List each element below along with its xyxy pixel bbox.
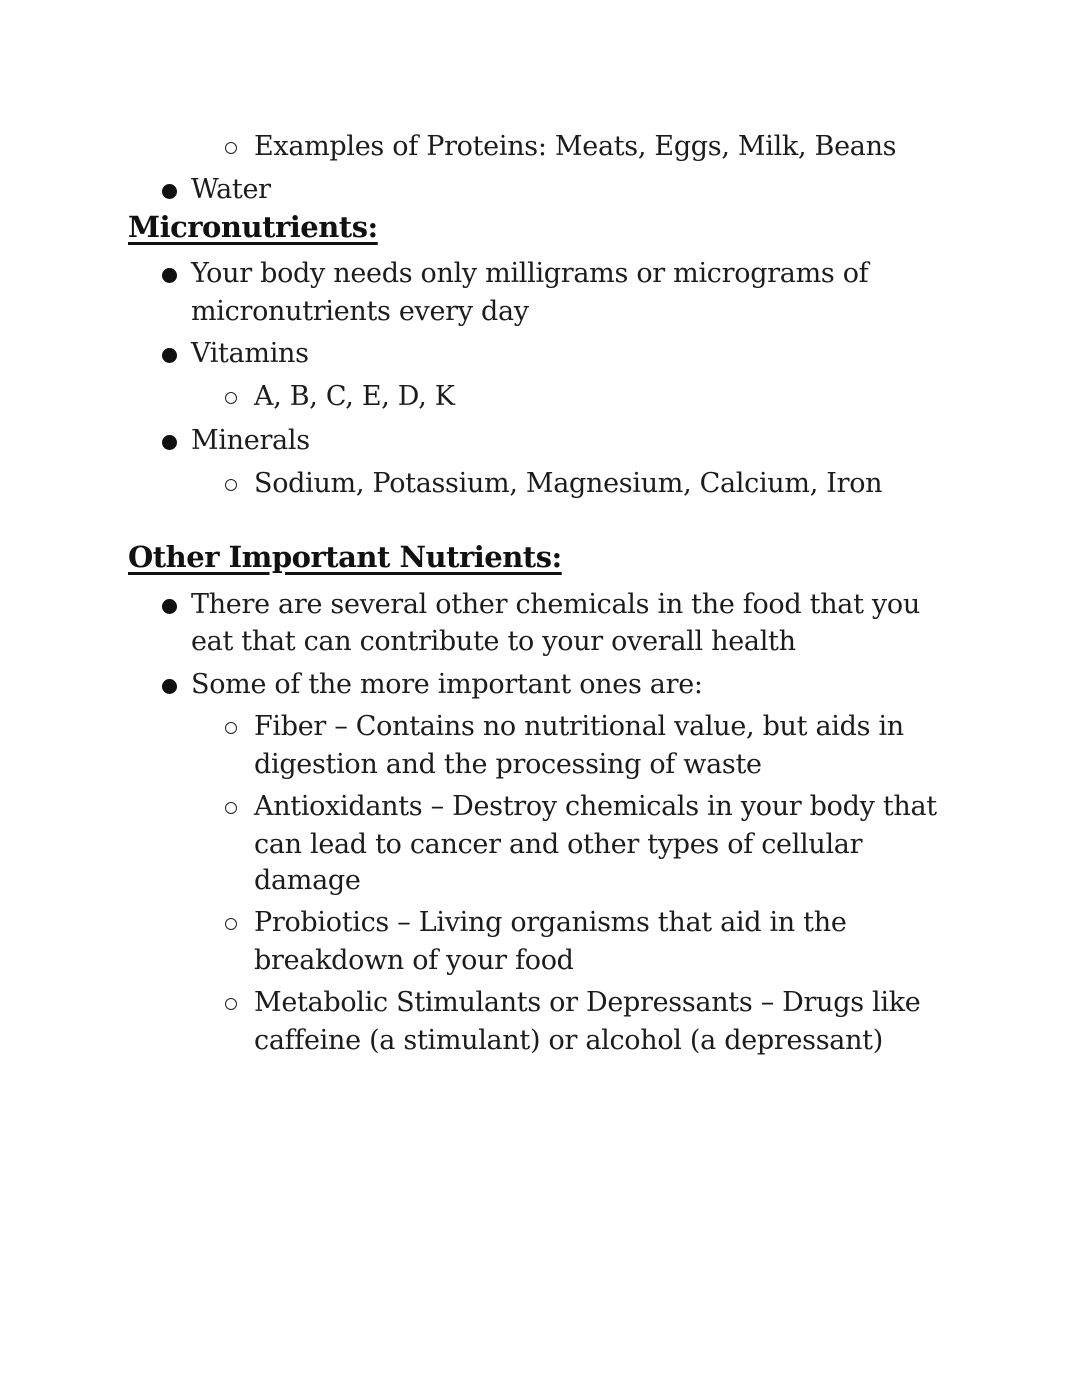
filled-bullet-icon bbox=[162, 348, 177, 363]
filled-bullet-icon bbox=[162, 435, 177, 450]
probiotics-line1: Probiotics – Living organisms that aid in the bbox=[254, 907, 847, 938]
minerals-list-text: Sodium, Potassium, Magnesium, Calcium, Iron bbox=[254, 468, 883, 499]
vitamins-text: Vitamins bbox=[191, 338, 309, 369]
antioxidants-line2: can lead to cancer and other types of cellular bbox=[254, 829, 863, 860]
metabolic-line2: caffeine (a stimulant) or alcohol (a depressant) bbox=[254, 1025, 883, 1056]
metabolic-line1: Metabolic Stimulants or Depressants – Drugs like bbox=[254, 987, 921, 1018]
micronutrients-heading: Micronutrients: bbox=[128, 210, 378, 244]
fiber-line2: digestion and the processing of waste bbox=[254, 749, 762, 780]
other-nutrients-intro-line1: There are several other chemicals in the food that you bbox=[191, 589, 920, 620]
probiotics-line2: breakdown of your food bbox=[254, 945, 574, 976]
antioxidants-line3: damage bbox=[254, 865, 361, 896]
filled-bullet-icon bbox=[162, 599, 177, 614]
filled-bullet-icon bbox=[162, 679, 177, 694]
fiber-line1: Fiber – Contains no nutritional value, but aids in bbox=[254, 711, 904, 742]
hollow-bullet-icon bbox=[225, 392, 237, 404]
micronutrients-intro-line2: micronutrients every day bbox=[191, 296, 529, 327]
other-nutrients-intro-line2: eat that can contribute to your overall health bbox=[191, 626, 796, 657]
hollow-bullet-icon bbox=[225, 918, 237, 930]
antioxidants-line1: Antioxidants – Destroy chemicals in your body that bbox=[254, 791, 937, 822]
hollow-bullet-icon bbox=[225, 142, 237, 154]
hollow-bullet-icon bbox=[225, 802, 237, 814]
water-text: Water bbox=[191, 174, 271, 205]
hollow-bullet-icon bbox=[225, 479, 237, 491]
hollow-bullet-icon bbox=[225, 722, 237, 734]
vitamins-list-text: A, B, C, E, D, K bbox=[254, 381, 455, 412]
filled-bullet-icon bbox=[162, 268, 177, 283]
protein-examples-text: Examples of Proteins: Meats, Eggs, Milk, Beans bbox=[254, 131, 897, 162]
filled-bullet-icon bbox=[162, 184, 177, 199]
important-ones-text: Some of the more important ones are: bbox=[191, 669, 703, 700]
hollow-bullet-icon bbox=[225, 998, 237, 1010]
micronutrients-intro-line1: Your body needs only milligrams or micrograms of bbox=[191, 258, 869, 289]
minerals-text: Minerals bbox=[191, 425, 310, 456]
other-nutrients-heading: Other Important Nutrients: bbox=[128, 540, 562, 574]
